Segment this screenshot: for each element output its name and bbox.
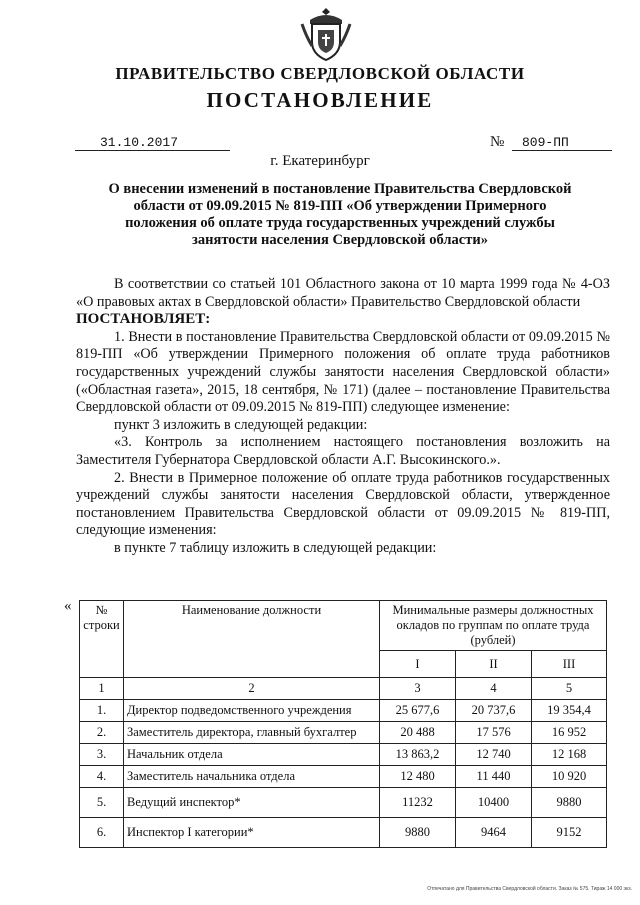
number-sign: № (490, 134, 505, 150)
index-cell: 5 (532, 678, 607, 700)
row-num: 1. (80, 700, 124, 722)
row-num: 3. (80, 744, 124, 766)
row-g1: 9880 (380, 818, 456, 848)
row-num: 2. (80, 722, 124, 744)
row-num: 6. (80, 818, 124, 848)
index-cell: 4 (456, 678, 532, 700)
row-g3: 16 952 (532, 722, 607, 744)
col-name-header: Наименование должности (124, 601, 380, 678)
row-g3: 12 168 (532, 744, 607, 766)
government-title: ПРАВИТЕЛЬСТВО СВЕРДЛОВСКОЙ ОБЛАСТИ (115, 64, 525, 83)
row-name: Заместитель начальника отдела (124, 766, 380, 788)
col-num-header: № строки (80, 601, 124, 678)
index-cell: 3 (380, 678, 456, 700)
item-2-sub: в пункте 7 таблицу изложить в следующей редакции: (114, 539, 437, 556)
row-num: 4. (80, 766, 124, 788)
row-g3: 19 354,4 (532, 700, 607, 722)
row-g3: 10 920 (532, 766, 607, 788)
table-row (80, 818, 607, 848)
decree-number: 809-ПП (512, 135, 612, 151)
row-g2: 9464 (456, 818, 532, 848)
row-g1: 11232 (380, 788, 456, 818)
table-open-quote: « (64, 598, 72, 614)
row-g3: 9152 (532, 818, 607, 848)
row-name: Инспектор I категории* (124, 818, 380, 848)
row-name: Директор подведомственного учреждения (124, 700, 380, 722)
intro-paragraph: В соответствии со статьей 101 Областного закона от 10 марта 1999 года № 4-ОЗ «О правовых актах в Свердловской области» Правительство Свердловской области (76, 276, 610, 310)
decree-date: 31.10.2017 (75, 135, 230, 151)
row-num: 5. (80, 788, 124, 818)
row-g2: 20 737,6 (456, 700, 532, 722)
item-2: 2. Внести в Примерное положение об оплате труда работников государственных учреждений службы занятости населения Свердловской области, утвержденное постановлением Правительства Свердловской области от 09.09.2015 № 819-ПП, следующие изменения: (76, 469, 610, 539)
decree-subject: О внесении изменений в постановление Правительства Свердловской области от 09.09.2015 № 819-ПП «Об утверждении Примерного положения об оплате труда государственных учреждений службы занятости населения Свердловской области» (108, 181, 572, 248)
row-g1: 20 488 (380, 722, 456, 744)
row-g2: 17 576 (456, 722, 532, 744)
print-footer: Отпечатано для Правительства Свердловской области. Заказ № 575. Тираж 14 000 экз. (427, 886, 632, 892)
item-1-sub: пункт 3 изложить в следующей редакции: (114, 416, 368, 433)
item-1: 1. Внести в постановление Правительства Свердловской области от 09.09.2015 № 819-ПП «Об утверждении Примерного положения об оплате труда работников государственных учреждений службы занятости населения Свердловской области» («Областная газета», 2015, 18 сентября, № 171) (далее – постановление Правительства Свердловской области от 09.09.2015 № 819-ПП) следующее изменение: (76, 328, 610, 416)
row-name: Ведущий инспектор* (124, 788, 380, 818)
row-name: Заместитель директора, главный бухгалтер (124, 722, 380, 744)
row-g1: 13 863,2 (380, 744, 456, 766)
table-row (80, 744, 607, 766)
table-row (80, 788, 607, 818)
decree-body (76, 276, 610, 558)
index-cell: 2 (124, 678, 380, 700)
document-kind: ПОСТАНОВЛЕНИЕ (206, 88, 434, 112)
row-g2: 12 740 (456, 744, 532, 766)
group-header: III (532, 651, 607, 678)
table-row (80, 766, 607, 788)
row-name: Начальник отдела (124, 744, 380, 766)
coat-of-arms-icon (300, 6, 352, 64)
city: г. Екатеринбург (270, 153, 370, 169)
group-header: I (380, 651, 456, 678)
table-row (80, 722, 607, 744)
item-1-quote: «3. Контроль за исполнением настоящего постановления возложить на Заместителя Губернатора Свердловской области А.Г. Высокинского.». (76, 434, 610, 468)
row-g2: 10400 (456, 788, 532, 818)
row-g2: 11 440 (456, 766, 532, 788)
col-group-header: Минимальные размеры должностных окладов по группам по оплате труда (рублей) (380, 601, 607, 651)
table-row (80, 700, 607, 722)
row-g1: 25 677,6 (380, 700, 456, 722)
group-header: II (456, 651, 532, 678)
index-row (80, 678, 607, 700)
decree-word: ПОСТАНОВЛЯЕТ: (76, 311, 211, 328)
salary-table (79, 600, 607, 848)
row-g3: 9880 (532, 788, 607, 818)
index-cell: 1 (80, 678, 124, 700)
row-g1: 12 480 (380, 766, 456, 788)
